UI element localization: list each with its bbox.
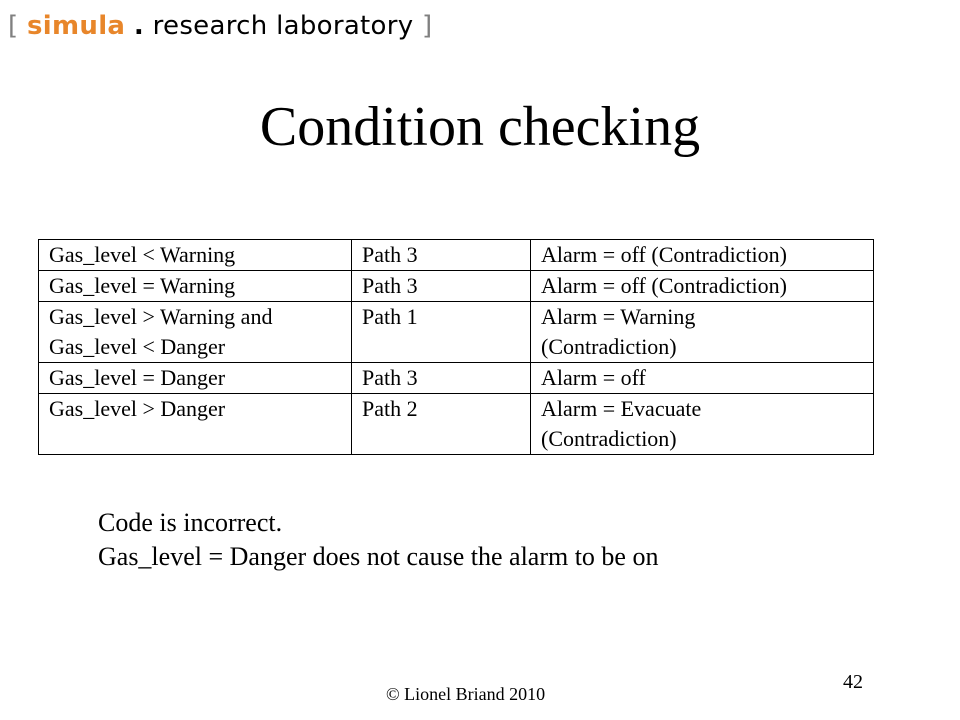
- result-cell: [531, 363, 874, 394]
- path-cell: [352, 240, 531, 271]
- condition-cell: [39, 302, 352, 363]
- page-number: 42: [843, 671, 863, 693]
- path-text: Path 3: [362, 365, 418, 390]
- conclusion-note: [98, 506, 658, 574]
- table-row: [39, 394, 874, 455]
- condition-text: Gas_level < Warning: [49, 242, 236, 267]
- condition-text: Gas_level = Danger: [49, 365, 226, 390]
- result-text: Alarm = Evacuate: [541, 396, 702, 421]
- path-cell: [352, 302, 531, 363]
- path-cell: [352, 394, 531, 455]
- condition-cell: [39, 363, 352, 394]
- logo-open-bracket: [: [8, 11, 19, 41]
- result-text: (Contradiction): [541, 334, 677, 359]
- path-cell: [352, 271, 531, 302]
- logo-research-laboratory: research laboratory: [152, 11, 414, 41]
- result-cell: [531, 302, 874, 363]
- condition-text: Gas_level = Warning: [49, 273, 236, 298]
- logo-dot: .: [133, 11, 145, 41]
- result-cell: [531, 394, 874, 455]
- slide-title: Condition checking: [259, 96, 701, 158]
- condition-text: Gas_level > Warning and: [49, 304, 273, 329]
- condition-cell: [39, 240, 352, 271]
- copyright-footer: © Lionel Briand 2010: [386, 684, 546, 704]
- table-row: [39, 271, 874, 302]
- table-row: [39, 240, 874, 271]
- condition-table: [38, 239, 874, 455]
- simula-logo: [8, 6, 432, 46]
- note-line-2: Gas_level = Danger does not cause the alarm to be on: [98, 542, 659, 571]
- condition-text: Gas_level < Danger: [49, 334, 226, 359]
- path-cell: [352, 363, 531, 394]
- path-text: Path 3: [362, 242, 418, 267]
- result-text: Alarm = off: [541, 365, 646, 390]
- note-line-1: Code is incorrect.: [98, 508, 283, 537]
- condition-cell: [39, 394, 352, 455]
- path-text: Path 1: [362, 304, 418, 329]
- path-text: Path 3: [362, 273, 418, 298]
- result-text: Alarm = Warning: [541, 304, 696, 329]
- result-cell: [531, 271, 874, 302]
- result-text: Alarm = off (Contradiction): [541, 242, 787, 267]
- result-text: (Contradiction): [541, 426, 677, 451]
- logo-brand: simula: [27, 11, 126, 41]
- result-text: Alarm = off (Contradiction): [541, 273, 787, 298]
- table-row: [39, 302, 874, 363]
- logo-close-bracket: ]: [422, 11, 433, 41]
- result-cell: [531, 240, 874, 271]
- path-text: Path 2: [362, 396, 418, 421]
- condition-text: Gas_level > Danger: [49, 396, 226, 421]
- condition-cell: [39, 271, 352, 302]
- table-row: [39, 363, 874, 394]
